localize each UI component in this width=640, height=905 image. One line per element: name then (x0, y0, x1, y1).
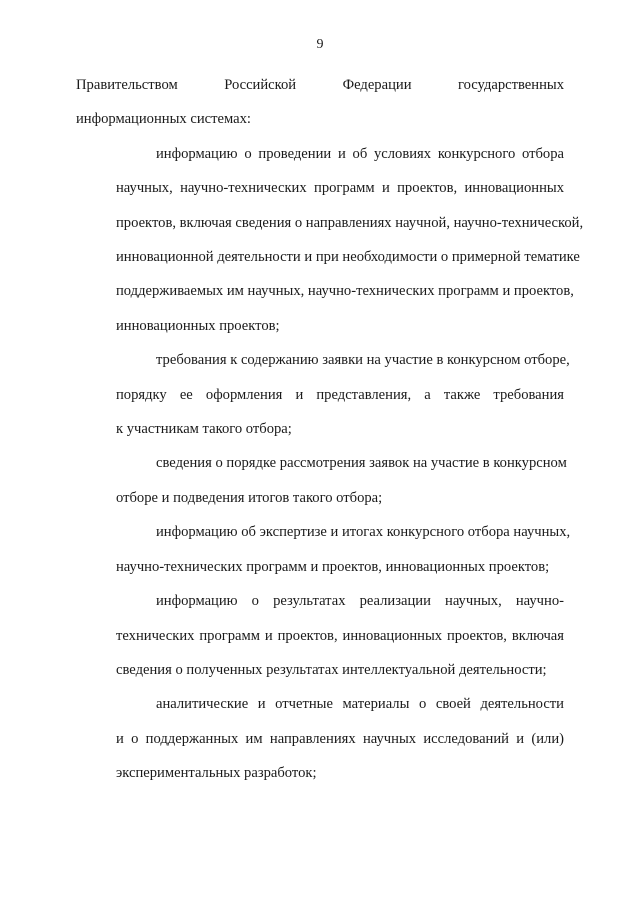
page-number: 9 (316, 37, 324, 52)
paragraph-1 (76, 68, 564, 137)
text-line: порядку ее оформления и представления, а также требования (116, 386, 564, 403)
text-line: научно-технических программ и проектов, инновационных проектов; (116, 558, 550, 575)
paragraph-5 (76, 515, 571, 584)
text-line: сведения о полученных результатах интеллектуальной деятельности; (116, 661, 547, 678)
text-line: экспериментальных разработок; (116, 765, 317, 782)
text-line: информационных системах: (76, 111, 251, 128)
text-line: сведения о порядке рассмотрения заявок на участие в конкурсном (156, 455, 567, 472)
text-line: к участникам такого отбора; (116, 421, 292, 438)
text-line: требования к содержанию заявки на участие в конкурсном отборе, (156, 352, 570, 369)
text-line: информацию о результатах реализации научных, научно- (156, 593, 564, 610)
text-line: отборе и подведения итогов такого отбора; (116, 489, 383, 506)
text-line: информацию об экспертизе и итогах конкурсного отбора научных, (156, 524, 571, 541)
text-line: информацию о проведении и об условиях конкурсного отбора (156, 145, 564, 162)
paragraph-7 (76, 687, 564, 790)
text-line: и о поддержанных им направлениях научных исследований и (или) (116, 730, 564, 747)
text-line: поддерживаемых им научных, научно-технических программ и проектов, (116, 283, 574, 300)
text-line: инновационной деятельности и при необходимости о примерной тематике (116, 249, 580, 266)
text-line: инновационных проектов; (116, 317, 280, 334)
paragraph-6 (76, 584, 564, 687)
paragraph-2 (76, 137, 584, 343)
text-line: аналитические и отчетные материалы о своей деятельности (156, 696, 564, 713)
text-line: научных, научно-технических программ и проектов, инновационных (116, 180, 564, 197)
text-line: Правительством Российской Федерации государственных (76, 77, 564, 93)
text-line: технических программ и проектов, инновационных проектов, включая (116, 627, 564, 644)
text-line: проектов, включая сведения о направлениях научной, научно-технической, (116, 214, 584, 231)
paragraph-3 (76, 343, 570, 446)
body-text (76, 68, 584, 791)
paragraph-4 (76, 446, 567, 515)
